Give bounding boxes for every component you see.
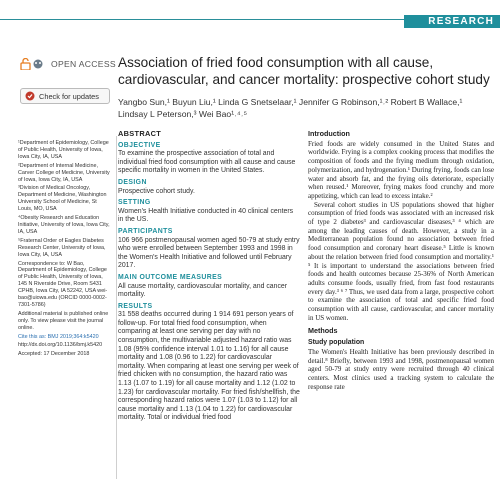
author-list — [118, 97, 493, 120]
intro-paragraph: Fried foods are widely consumed in the United States and worldwide. Frying is a complex cooking process that modifies the composition of foods and the frying medium through oxidation, polymerization, and hydrogenation.¹ During frying, foods can lose water and absorb fat, and the frying oils deteriorate, especially when reused.¹ Moreover, frying makes food crunchy and more appetizing, which can lead to excess intake.² — [308, 139, 494, 200]
affiliation: ²Department of Internal Medicine, Carver College of Medicine, University of Iowa, Iowa City, IA, USA — [18, 162, 110, 183]
journal-header — [0, 0, 500, 28]
abstract-participants: 106 966 postmenopausal women aged 50-79 at study entry who were enrolled between September 1993 and 1998 in the Women's Health Initiative and followed until February 2017. — [118, 236, 300, 270]
abstract-section-heading: OBJECTIVE — [118, 141, 161, 149]
accepted-date: Accepted: 17 December 2018 — [18, 351, 90, 358]
body-text-column — [308, 130, 494, 391]
doi-link[interactable]: http://dx.doi.org/10.1136/bmj.k5420 — [18, 342, 103, 349]
section-label: RESEARCH — [404, 15, 500, 28]
check-updates-label: Check for updates — [39, 91, 99, 101]
abstract — [118, 130, 300, 423]
section-heading-methods: Methods — [308, 326, 338, 336]
affiliation: ¹Department of Epidemiology, College of Public Health, University of Iowa, Iowa City, IA, USA — [18, 140, 109, 160]
check-updates-button[interactable] — [20, 88, 110, 104]
additional-material-note: Additional material is published online only. To view please visit the journal online. — [18, 310, 109, 331]
cite-as[interactable]: Cite this as: BMJ 2019;364:k5420 — [18, 333, 99, 340]
abstract-section-heading: RESULTS — [118, 302, 153, 310]
abstract-setting: Women's Health Initiative conducted in 40 clinical centers in the US. — [118, 207, 294, 224]
abstract-outcomes: All cause mortality, cardiovascular mortality, and cancer mortality. — [118, 282, 288, 299]
intro-paragraph: Several cohort studies in US populations showed that higher consumption of fried foods was associated with an increased risk of type 2 diabetes³ and cardiovascular diseases,³ ⁴ which are among the leading causes of death. However, a study in a Mediterranean population found no association between fried food consumption and coronary heart disease.⁵ Little is known about the relation between fried food consumption and mortality.¹ ⁵ It is important to understand the associations between fried foods and health outcomes because 25-36% of North American adults consume foods, usually fried, from fast food restaurants every day.³ ⁶ ⁷ Thus, we used data from a large, prospective cohort to examine the association of total and specific fried food consumption with all cause, cardiovascular, and cancer mortality in US women. — [308, 200, 494, 322]
subsection-heading: Study population — [308, 339, 365, 347]
open-access-badge[interactable] — [20, 58, 116, 70]
abstract-section-heading: PARTICIPANTS — [118, 227, 173, 235]
article-title: Association of fried food consumption with all cause, cardiovascular, and cancer mortality: prospective cohort study — [118, 55, 490, 87]
check-updates-icon — [25, 91, 35, 101]
affiliation: ⁴Obesity Research and Education Initiative, University of Iowa, Iowa City, IA, USA — [18, 215, 110, 235]
abstract-section-heading: MAIN OUTCOME MEASURES — [118, 273, 223, 281]
authors-line: Yangbo Sun,¹ Buyun Liu,¹ Linda G Snetselaar,¹ Jennifer G Robinson,¹˒² Robert B Wallace,¹ — [118, 97, 463, 107]
affiliation: ⁵Fraternal Order of Eagles Diabetes Research Center, University of Iowa, Iowa City, IA, USA — [18, 237, 106, 258]
open-lock-icon — [20, 58, 46, 70]
methods-paragraph: The Women's Health Initiative has been previously described in detail.⁸ Briefly, between 1993 and 1998, postmenopausal women aged 50-79 at study entry were recruited through 40 clinical centers. Most clinics used a tracking system to calculate the response rate — [308, 347, 494, 391]
abstract-heading: ABSTRACT — [118, 129, 162, 138]
abstract-section-heading: SETTING — [118, 199, 151, 207]
column-divider — [116, 136, 117, 479]
abstract-design: Prospective cohort study. — [118, 187, 195, 195]
abstract-results: 31 558 deaths occurred during 1 914 691 person years of follow-up. For total fried food consumption, when comparing at least one serving per day with no consumption, the multivariable adjusted hazard ratio was 1.08 (95% confidence interval 1.01 to 1.16) for all cause mortality and 1.08 (0.96 to 1.22) for cardiovascular mortality. When comparing at least one serving per week of fried chicken with no consumption, the hazard ratio was 1.13 (1.07 to 1.19) for all cause mortality and 1.12 (1.02 to 1.23) for cardiovascular mortality. For fried fish/shellfish, the corresponding hazard ratios were 1.07 (1.03 to 1.12) for all cause mortality and 1.13 (1.04 to 1.22) for cardiovascular mortality. Total or individual fried food — [118, 311, 300, 422]
abstract-section-heading: DESIGN — [118, 178, 147, 186]
correspondence: Correspondence to: W Bao, Department of Epidemiology, College of Public Health, University of Iowa, 145 N Riverside Drive, Room S431 CPHB, Iowa City, IA 52242, USA wei-bao@uiowa.edu (ORCID 0000-0002-7301-5786) — [18, 260, 108, 308]
open-access-label: OPEN ACCESS — [51, 59, 116, 69]
affiliation: ³Division of Medical Oncology, Department of Medicine, Washington University School of Medicine, St Louis, MO, USA — [18, 185, 107, 213]
affiliations-column — [18, 140, 112, 360]
section-heading-introduction: Introduction — [308, 129, 350, 138]
authors-line: Lindsay L Peterson,³ Wei Bao¹˒⁴˒⁵ — [118, 108, 248, 119]
abstract-objective: To examine the prospective association of total and individual fried food consumption with all cause and cause specific mortality in women in the United States. — [118, 150, 296, 175]
